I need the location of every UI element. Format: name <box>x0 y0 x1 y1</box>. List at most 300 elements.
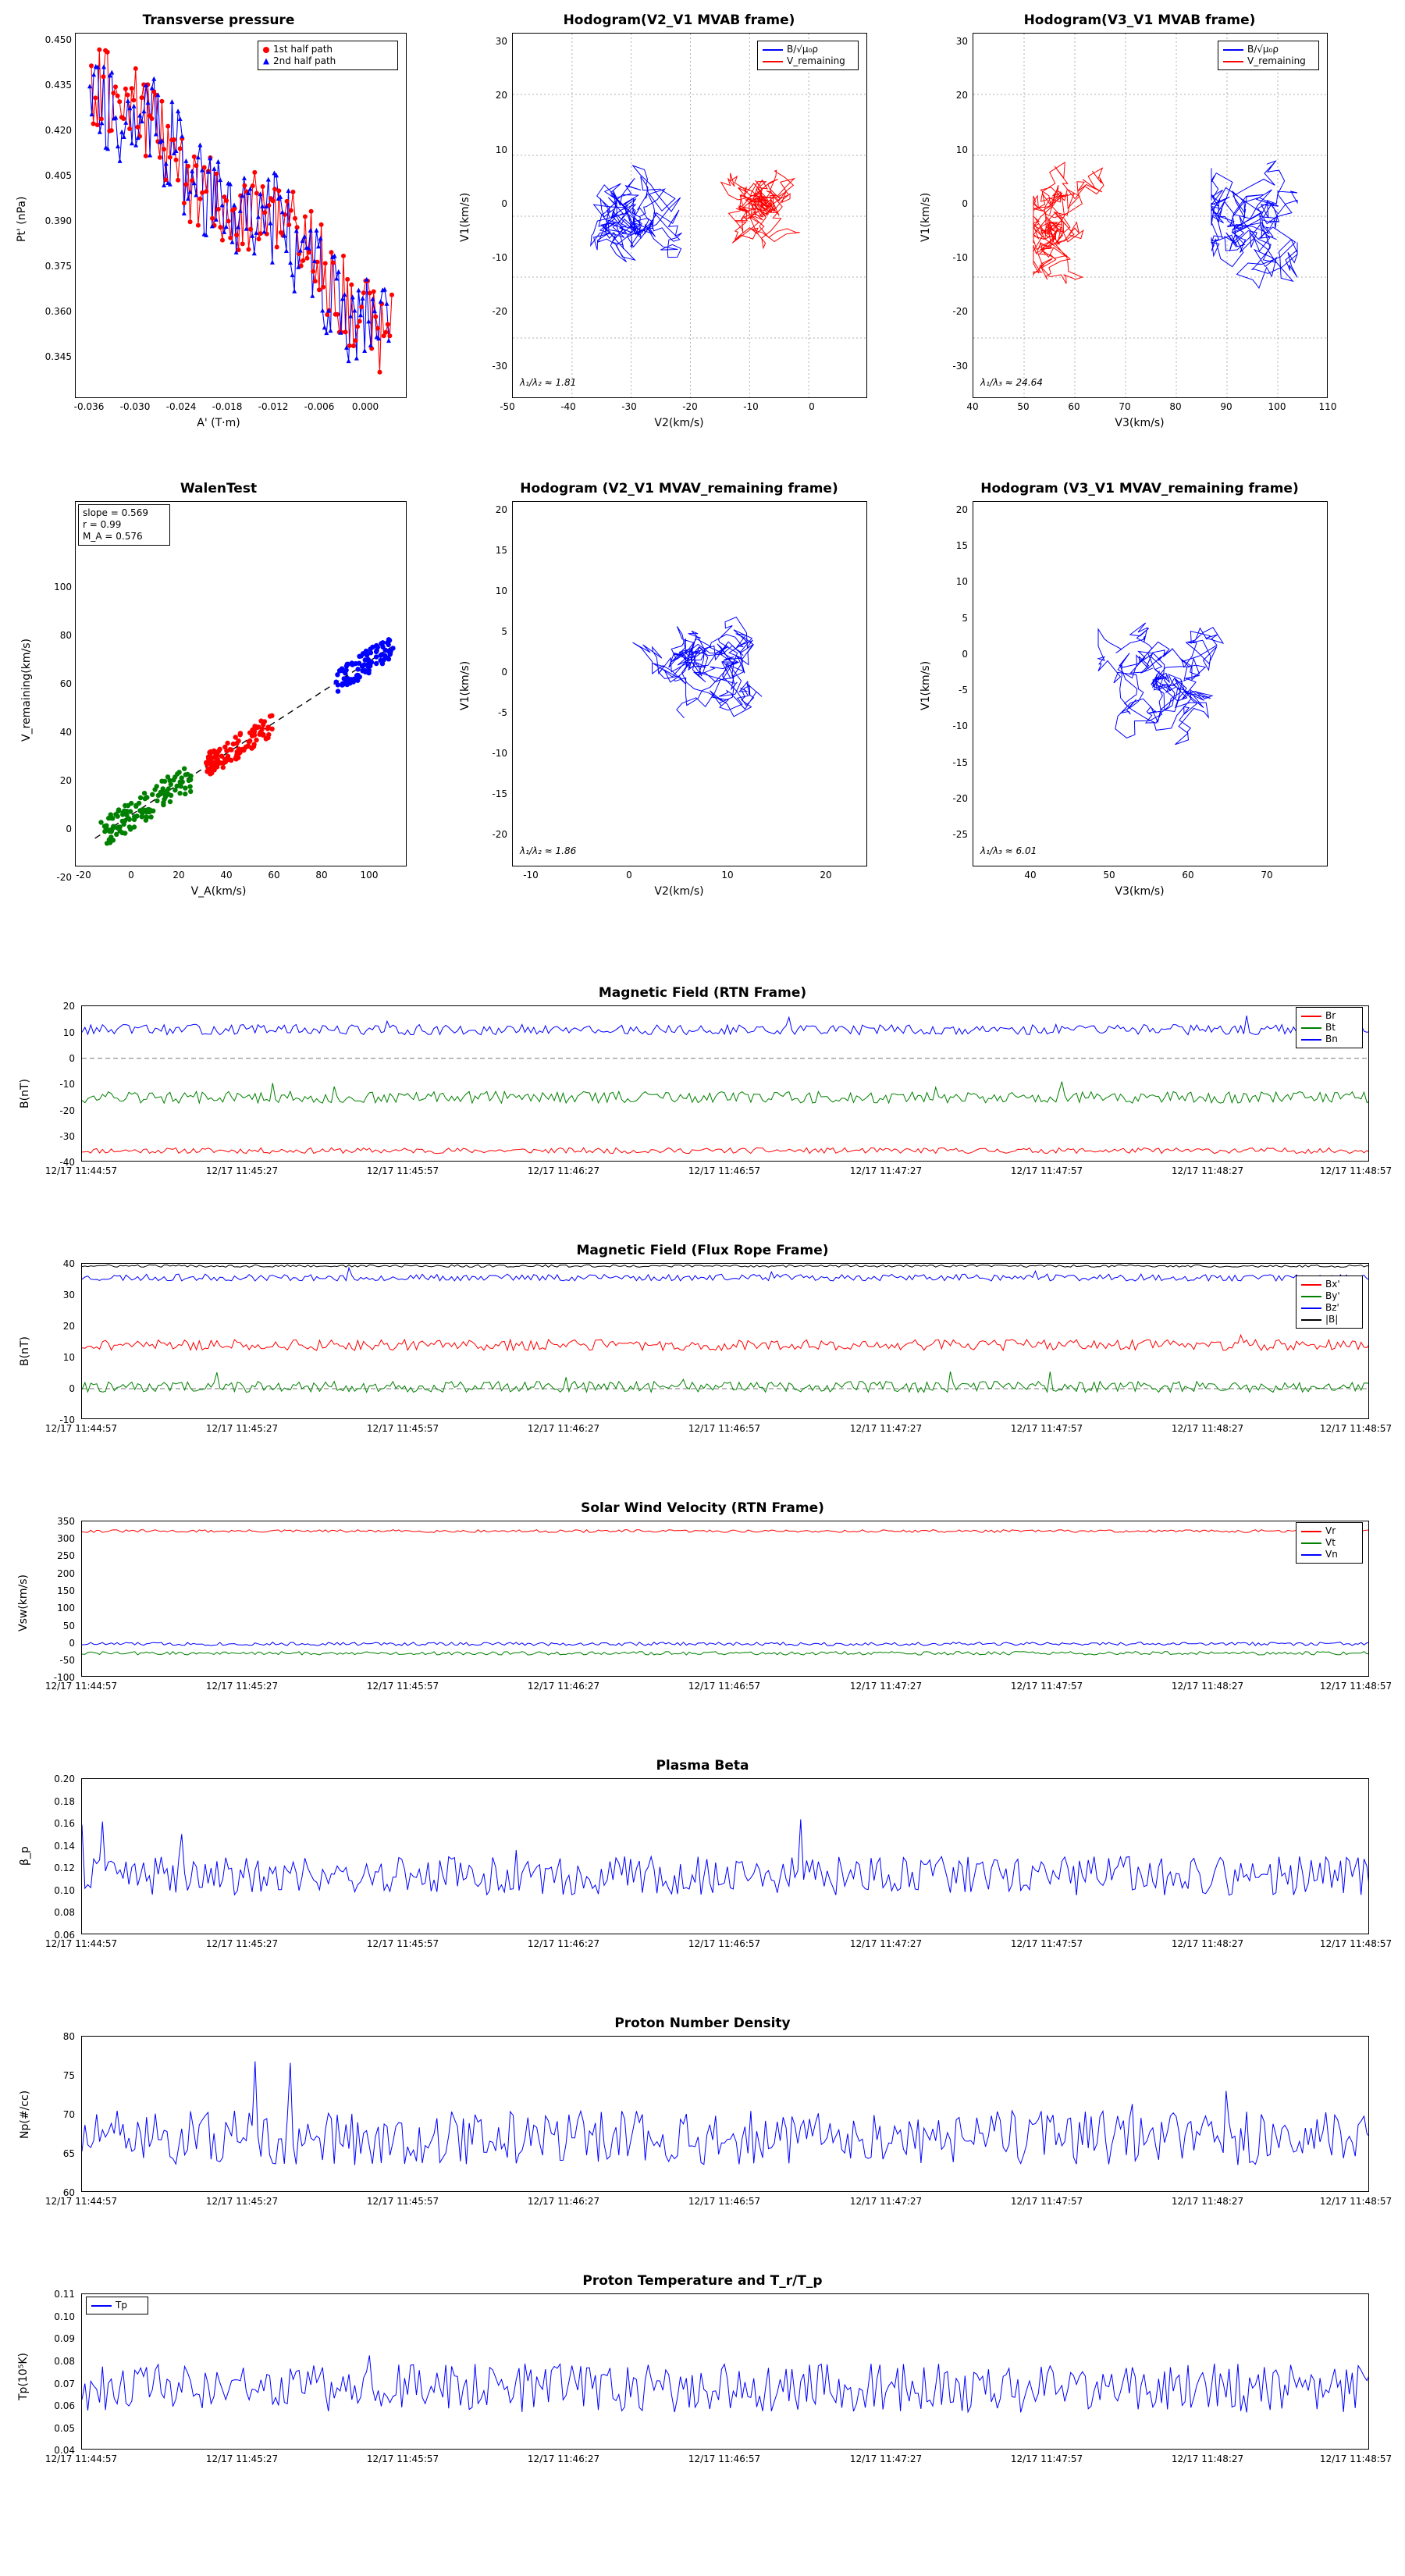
y-tick: 40 <box>59 727 72 738</box>
y-tick: 0 <box>66 824 72 834</box>
x-tick: -0.030 <box>119 401 151 412</box>
x-tick: 12/17 11:45:57 <box>366 1938 439 1949</box>
y-axis-label: V1(km/s) <box>919 660 932 710</box>
y-tick: 0 <box>962 198 968 209</box>
y-tick: 10 <box>955 144 968 155</box>
y-tick: 0 <box>501 667 507 678</box>
y-tick: 100 <box>57 1603 75 1614</box>
line-swatch-icon <box>1301 1027 1321 1029</box>
x-tick: 0.000 <box>351 401 379 412</box>
y-tick: -15 <box>492 788 507 799</box>
legend-label: By' <box>1325 1290 1340 1301</box>
y-axis-label: Pt' (nPa) <box>16 196 28 242</box>
x-tick: 12/17 11:47:57 <box>1010 1423 1083 1434</box>
x-tick: 12/17 11:47:57 <box>1010 2196 1083 2207</box>
x-tick: 12/17 11:45:27 <box>205 1423 279 1434</box>
y-tick: 150 <box>57 1585 75 1596</box>
line-swatch-icon <box>1301 1531 1321 1532</box>
x-tick: 12/17 11:44:57 <box>44 2453 118 2464</box>
y-tick: 0.08 <box>54 2356 75 2367</box>
legend-label: Tp <box>116 2300 127 2311</box>
fit-correlation: r = 0.99 <box>83 519 122 530</box>
circle-marker-icon <box>263 47 269 53</box>
x-tick: 12/17 11:47:27 <box>849 1165 923 1176</box>
y-tick: -20 <box>952 793 968 804</box>
y-tick: -5 <box>959 685 968 696</box>
eigenvalue-ratio-annotation: λ₁/λ₃ ≈ 24.64 <box>980 377 1043 388</box>
y-tick: 0.390 <box>44 215 72 226</box>
plot-area <box>81 1778 1369 1934</box>
panel-proton-temperature <box>0 2264 1405 2498</box>
legend-label: Bn <box>1325 1034 1338 1044</box>
x-tick: -0.012 <box>258 401 289 412</box>
plot-svg <box>82 1264 1369 1419</box>
x-tick: 40 <box>1024 870 1037 881</box>
panel-magnetic-field-rtn <box>0 976 1405 1202</box>
x-tick: -0.018 <box>212 401 243 412</box>
y-tick: 0.09 <box>54 2333 75 2344</box>
legend <box>1218 41 1319 70</box>
panel-title: Proton Temperature and T_r/T_p <box>582 2273 823 2289</box>
legend-label: Bx' <box>1325 1279 1340 1290</box>
x-tick: 12/17 11:46:57 <box>688 1423 761 1434</box>
y-tick: -20 <box>59 1105 75 1116</box>
legend-label: Vr <box>1325 1525 1336 1536</box>
y-tick: 20 <box>955 90 968 101</box>
eigenvalue-ratio-annotation: λ₁/λ₂ ≈ 1.81 <box>520 377 577 388</box>
x-tick: 12/17 11:45:27 <box>205 1681 279 1692</box>
y-tick: 75 <box>62 2070 75 2081</box>
y-tick: 80 <box>59 630 72 641</box>
y-tick: 50 <box>62 1621 75 1631</box>
legend-label: 2nd half path <box>273 55 336 66</box>
legend-label: Bz' <box>1325 1302 1339 1313</box>
fit-alfven-mach: M_A = 0.576 <box>83 531 143 542</box>
legend-label: V_remaining <box>787 55 845 66</box>
y-tick: 0.10 <box>54 2311 75 2322</box>
line-swatch-icon <box>1223 49 1243 51</box>
x-tick: 12/17 11:46:57 <box>688 2453 761 2464</box>
y-tick: 5 <box>962 613 968 624</box>
legend-item <box>1223 55 1314 67</box>
panel-hodogram-v3v1-mvab <box>921 0 1358 437</box>
x-tick: 12/17 11:47:27 <box>849 1938 923 1949</box>
plot-svg <box>513 34 867 398</box>
legend-item <box>763 44 853 55</box>
y-axis-label: B(nT) <box>19 1079 31 1108</box>
legend-label: Bt <box>1325 1022 1336 1033</box>
y-tick: 0.04 <box>54 2445 75 2456</box>
line-swatch-icon <box>1301 1542 1321 1544</box>
panel-magnetic-field-flux-rope <box>0 1233 1405 1460</box>
plot-area <box>81 1521 1369 1677</box>
y-tick: 0.435 <box>44 80 72 91</box>
panel-title: Hodogram(V3_V1 MVAB frame) <box>1023 12 1256 28</box>
panel-title: Hodogram (V3_V1 MVAV_remaining frame) <box>980 481 1299 496</box>
panel-hodogram-v3v1-mvav <box>921 468 1358 906</box>
x-tick: 12/17 11:47:57 <box>1010 1938 1083 1949</box>
panel-title: Hodogram (V2_V1 MVAV_remaining frame) <box>520 481 838 496</box>
x-axis-label: V_A(km/s) <box>190 885 247 898</box>
x-tick: 12/17 11:47:57 <box>1010 1165 1083 1176</box>
panel-hodogram-v2v1-mvav <box>461 468 898 906</box>
x-tick: 0 <box>128 870 134 881</box>
x-tick: 100 <box>1268 401 1286 412</box>
line-swatch-icon <box>1301 1308 1321 1309</box>
y-tick: 0.18 <box>54 1796 75 1807</box>
legend-label: V_remaining <box>1247 55 1306 66</box>
x-tick: 12/17 11:48:27 <box>1171 1423 1244 1434</box>
legend <box>86 2297 148 2314</box>
x-tick: 100 <box>360 870 379 881</box>
y-tick: 15 <box>955 540 968 551</box>
x-tick: -30 <box>621 401 637 412</box>
y-tick: -50 <box>59 1655 75 1666</box>
line-swatch-icon <box>763 61 783 62</box>
line-swatch-icon <box>1301 1284 1321 1286</box>
plot-svg <box>76 502 407 866</box>
y-tick: 80 <box>62 2031 75 2042</box>
x-tick: 0 <box>809 401 815 412</box>
legend <box>1296 1522 1363 1564</box>
y-tick: -10 <box>952 252 968 263</box>
x-tick: -0.006 <box>304 401 335 412</box>
line-swatch-icon <box>1301 1016 1321 1017</box>
plot-area <box>512 501 867 866</box>
x-tick: -50 <box>500 401 515 412</box>
y-tick: -100 <box>53 1672 75 1683</box>
y-axis-label: Tp(10⁵K) <box>17 2353 30 2400</box>
x-tick: 12/17 11:46:27 <box>527 1165 600 1176</box>
fit-statistics-box <box>78 504 170 546</box>
legend-item <box>91 2300 143 2311</box>
plot-area <box>973 33 1328 398</box>
line-swatch-icon <box>1301 1296 1321 1297</box>
legend-item <box>1301 1302 1357 1314</box>
y-tick: -20 <box>492 306 507 317</box>
y-tick: 20 <box>59 775 72 786</box>
y-tick: 0.345 <box>44 351 72 362</box>
y-axis-label: V1(km/s) <box>919 192 932 242</box>
x-tick: 12/17 11:44:57 <box>44 1681 118 1692</box>
x-tick: -10 <box>743 401 759 412</box>
x-tick: 12/17 11:45:57 <box>366 1165 439 1176</box>
x-tick: 90 <box>1220 401 1232 412</box>
legend <box>757 41 859 70</box>
eigenvalue-ratio-annotation: λ₁/λ₃ ≈ 6.01 <box>980 845 1037 856</box>
x-tick: -20 <box>76 870 91 881</box>
panel-transverse-pressure <box>0 0 437 437</box>
panel-walen-test <box>0 468 437 906</box>
y-tick: -30 <box>492 361 507 372</box>
y-tick: 200 <box>57 1568 75 1579</box>
plot-svg <box>82 2294 1369 2450</box>
panel-title: WalenTest <box>180 481 258 496</box>
x-tick: 12/17 11:46:27 <box>527 1681 600 1692</box>
y-tick: 0.16 <box>54 1818 75 1829</box>
y-tick: 15 <box>495 545 507 556</box>
y-tick: 0 <box>501 198 507 209</box>
legend-item <box>1301 1525 1357 1537</box>
x-tick: 12/17 11:45:27 <box>205 1165 279 1176</box>
y-tick: -10 <box>59 1079 75 1090</box>
x-tick: 50 <box>1103 870 1115 881</box>
x-axis-label: V2(km/s) <box>654 885 704 898</box>
x-axis-label: A' (T·m) <box>197 417 240 429</box>
x-tick: 12/17 11:46:27 <box>527 2453 600 2464</box>
x-tick: 12/17 11:44:57 <box>44 2196 118 2207</box>
fit-slope: slope = 0.569 <box>83 507 148 518</box>
x-tick: 12/17 11:48:57 <box>1319 1938 1393 1949</box>
y-tick: 0.11 <box>54 2289 75 2300</box>
x-tick: 20 <box>173 870 185 881</box>
plot-svg <box>973 34 1328 398</box>
x-tick: 60 <box>1182 870 1194 881</box>
x-tick: 110 <box>1318 401 1337 412</box>
legend-label: B/√μ₀ρ <box>787 44 818 55</box>
y-tick: -15 <box>952 757 968 768</box>
x-tick: 12/17 11:46:27 <box>527 1423 600 1434</box>
x-tick: 70 <box>1261 870 1273 881</box>
y-tick: 0.420 <box>44 125 72 136</box>
legend-item <box>1301 1279 1357 1290</box>
x-tick: 12/17 11:45:57 <box>366 1681 439 1692</box>
plot-area <box>75 33 407 398</box>
legend-item <box>1301 1034 1357 1045</box>
y-tick: -20 <box>56 872 72 883</box>
x-tick: 12/17 11:46:57 <box>688 1938 761 1949</box>
y-tick: -40 <box>59 1157 75 1168</box>
plot-area <box>81 2036 1369 2192</box>
panel-title: Proton Number Density <box>614 2016 791 2031</box>
x-tick: 12/17 11:45:27 <box>205 1938 279 1949</box>
y-tick: 0.14 <box>54 1841 75 1852</box>
line-swatch-icon <box>1223 61 1243 62</box>
y-tick: 20 <box>955 504 968 515</box>
x-tick: 12/17 11:46:27 <box>527 2196 600 2207</box>
y-tick: 0 <box>962 649 968 660</box>
x-axis-label: V3(km/s) <box>1115 885 1165 898</box>
y-tick: 20 <box>495 504 507 515</box>
y-tick: 20 <box>62 1321 75 1332</box>
x-axis-label: V3(km/s) <box>1115 417 1165 429</box>
x-tick: 12/17 11:47:27 <box>849 2453 923 2464</box>
x-tick: 80 <box>1169 401 1182 412</box>
y-axis-label: V1(km/s) <box>459 660 471 710</box>
x-tick: 40 <box>220 870 233 881</box>
y-axis-label: Vsw(km/s) <box>17 1574 30 1631</box>
legend-item <box>1301 1022 1357 1034</box>
legend-item <box>1301 1549 1357 1560</box>
x-tick: 12/17 11:48:57 <box>1319 1423 1393 1434</box>
x-tick: 60 <box>268 870 280 881</box>
x-tick: 0 <box>626 870 632 881</box>
y-tick: 0.10 <box>54 1885 75 1896</box>
legend-item <box>763 55 853 67</box>
y-tick: 0.450 <box>44 34 72 45</box>
y-axis-label: β_p <box>19 1846 31 1866</box>
x-tick: 12/17 11:44:57 <box>44 1423 118 1434</box>
y-tick: 0.12 <box>54 1863 75 1873</box>
y-tick: 0.07 <box>54 2379 75 2389</box>
y-tick: 10 <box>62 1352 75 1363</box>
y-tick: 70 <box>62 2109 75 2120</box>
y-axis-label: V_remaining(km/s) <box>20 639 33 742</box>
plot-svg <box>76 34 407 398</box>
x-tick: 12/17 11:46:27 <box>527 1938 600 1949</box>
legend-item <box>1223 44 1314 55</box>
x-tick: 12/17 11:45:57 <box>366 2196 439 2207</box>
x-tick: 12/17 11:45:57 <box>366 1423 439 1434</box>
legend-label: 1st half path <box>273 44 333 55</box>
legend-item <box>1301 1010 1357 1022</box>
panel-title: Magnetic Field (Flux Rope Frame) <box>576 1243 829 1258</box>
x-tick: 12/17 11:48:27 <box>1171 2453 1244 2464</box>
plot-area <box>81 1005 1369 1162</box>
y-tick: -10 <box>492 252 507 263</box>
x-tick: 12/17 11:47:57 <box>1010 1681 1083 1692</box>
x-tick: 12/17 11:44:57 <box>44 1165 118 1176</box>
x-tick: -40 <box>560 401 576 412</box>
panel-title: Transverse pressure <box>142 12 295 28</box>
y-tick: 0.05 <box>54 2423 75 2434</box>
y-tick: 0.08 <box>54 1907 75 1918</box>
panel-title: Magnetic Field (RTN Frame) <box>598 985 807 1001</box>
y-tick: 0.06 <box>54 1930 75 1941</box>
x-tick: 12/17 11:48:57 <box>1319 1681 1393 1692</box>
y-axis-label: B(nT) <box>19 1336 31 1366</box>
y-tick: 100 <box>54 582 72 592</box>
x-tick: 12/17 11:47:57 <box>1010 2453 1083 2464</box>
y-tick: 350 <box>57 1516 75 1527</box>
plot-svg <box>82 1521 1369 1677</box>
x-tick: 20 <box>820 870 832 881</box>
panel-plasma-beta <box>0 1749 1405 1975</box>
x-tick: 12/17 11:46:57 <box>688 1165 761 1176</box>
panel-title: Solar Wind Velocity (RTN Frame) <box>581 1500 824 1516</box>
y-axis-label: Np(#/cc) <box>19 2090 31 2139</box>
x-tick: 50 <box>1017 401 1030 412</box>
panel-title: Hodogram(V2_V1 MVAB frame) <box>563 12 795 28</box>
y-tick: -10 <box>952 720 968 731</box>
plot-area <box>81 1263 1369 1419</box>
x-tick: 80 <box>315 870 328 881</box>
line-swatch-icon <box>1301 1554 1321 1556</box>
y-axis-label: V1(km/s) <box>459 192 471 242</box>
x-tick: 40 <box>966 401 979 412</box>
y-tick: -30 <box>952 361 968 372</box>
triangle-marker-icon <box>263 59 269 65</box>
x-tick: 12/17 11:48:57 <box>1319 2453 1393 2464</box>
x-tick: 12/17 11:48:57 <box>1319 2196 1393 2207</box>
y-tick: 10 <box>495 585 507 596</box>
x-tick: 12/17 11:46:57 <box>688 1681 761 1692</box>
y-tick: 0.405 <box>44 170 72 181</box>
x-tick: -0.036 <box>73 401 105 412</box>
y-tick: -30 <box>59 1131 75 1142</box>
x-tick: 12/17 11:47:27 <box>849 1423 923 1434</box>
line-swatch-icon <box>763 49 783 51</box>
y-tick: 10 <box>62 1027 75 1038</box>
x-tick: -0.024 <box>165 401 197 412</box>
y-tick: 0 <box>69 1053 75 1064</box>
legend-item <box>263 55 393 67</box>
plot-svg <box>513 502 867 866</box>
legend-item <box>1301 1537 1357 1549</box>
legend-label: Vt <box>1325 1537 1336 1548</box>
y-tick: 0.360 <box>44 306 72 317</box>
x-tick: 12/17 11:48:27 <box>1171 2196 1244 2207</box>
y-tick: 300 <box>57 1533 75 1544</box>
x-tick: 60 <box>1068 401 1080 412</box>
y-tick: 10 <box>955 576 968 587</box>
y-tick: 0.20 <box>54 1774 75 1784</box>
line-swatch-icon <box>1301 1039 1321 1041</box>
legend-item <box>1301 1290 1357 1302</box>
plot-svg <box>82 1006 1369 1162</box>
y-tick: 0 <box>69 1383 75 1394</box>
x-tick: 12/17 11:46:57 <box>688 2196 761 2207</box>
panel-proton-number-density <box>0 2006 1405 2233</box>
y-tick: 0 <box>69 1638 75 1649</box>
x-tick: 12/17 11:45:57 <box>366 2453 439 2464</box>
y-tick: 20 <box>62 1001 75 1012</box>
panel-solar-wind-velocity <box>0 1491 1405 1717</box>
panel-hodogram-v2v1-mvab <box>461 0 898 437</box>
legend-label: Br <box>1325 1010 1336 1021</box>
legend-label: |B| <box>1325 1314 1339 1325</box>
y-tick: 30 <box>62 1290 75 1300</box>
y-tick: 5 <box>501 626 507 637</box>
y-tick: 40 <box>62 1258 75 1269</box>
x-tick: -20 <box>682 401 698 412</box>
y-tick: 20 <box>495 90 507 101</box>
y-tick: 65 <box>62 2148 75 2159</box>
y-tick: -20 <box>952 306 968 317</box>
legend-label: B/√μ₀ρ <box>1247 44 1279 55</box>
y-tick: 0.06 <box>54 2400 75 2411</box>
plot-area <box>81 2293 1369 2450</box>
plot-svg <box>973 502 1328 866</box>
x-tick: 12/17 11:48:57 <box>1319 1165 1393 1176</box>
y-tick: -10 <box>492 748 507 759</box>
x-tick: -10 <box>523 870 539 881</box>
y-tick: -5 <box>498 707 507 718</box>
x-tick: 12/17 11:48:27 <box>1171 1165 1244 1176</box>
legend <box>1296 1007 1363 1048</box>
legend <box>258 41 398 70</box>
x-tick: 12/17 11:47:27 <box>849 1681 923 1692</box>
y-tick: 0.375 <box>44 261 72 272</box>
y-tick: 60 <box>62 2187 75 2198</box>
x-tick: 12/17 11:47:27 <box>849 2196 923 2207</box>
plot-area <box>512 33 867 398</box>
x-tick: 12/17 11:44:57 <box>44 1938 118 1949</box>
plot-area <box>75 501 407 866</box>
eigenvalue-ratio-annotation: λ₁/λ₂ ≈ 1.86 <box>520 845 577 856</box>
y-tick: 30 <box>495 36 507 47</box>
x-tick: 12/17 11:48:27 <box>1171 1681 1244 1692</box>
y-tick: 10 <box>495 144 507 155</box>
line-swatch-icon <box>91 2305 112 2307</box>
legend-item <box>263 44 393 55</box>
x-tick: 10 <box>721 870 734 881</box>
legend-label: Vn <box>1325 1549 1338 1560</box>
y-tick: 250 <box>57 1550 75 1561</box>
y-tick: -20 <box>492 829 507 840</box>
plot-area <box>973 501 1328 866</box>
plot-svg <box>82 2037 1369 2192</box>
